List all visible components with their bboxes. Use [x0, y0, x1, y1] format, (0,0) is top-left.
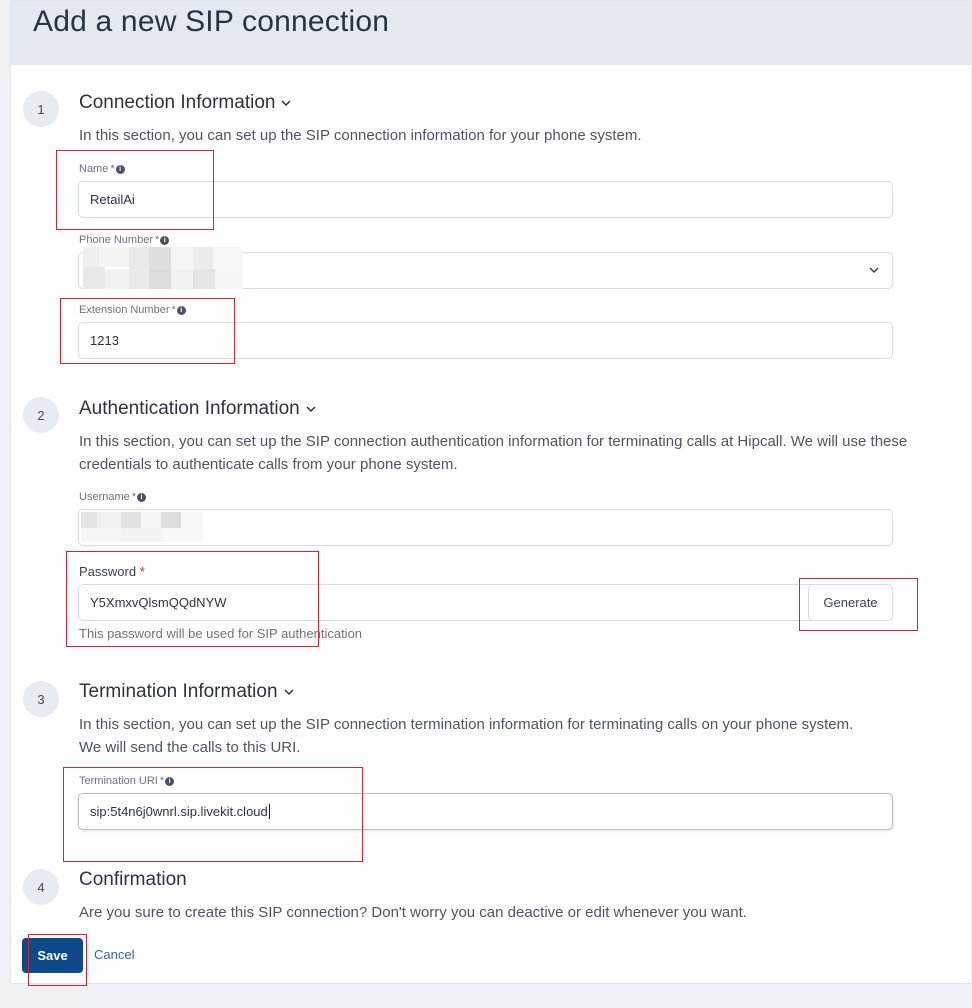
chevron-down-icon[interactable]: [868, 264, 880, 276]
password-input-value: Y5XmxvQlsmQQdNYW: [90, 595, 227, 610]
highlight-box-password: [66, 551, 319, 647]
step-title-label: Termination Information: [79, 681, 278, 702]
highlight-box-name: [56, 150, 214, 230]
highlight-box-save: [28, 934, 87, 986]
step-description-termination: In this section, you can set up the SIP connection termination information for terminating calls on your phone system. We will send the calls to this URI.: [79, 716, 854, 756]
step-title-label: Confirmation: [79, 869, 187, 890]
redacted-phone-number: [83, 247, 249, 291]
phone-number-label-text: Phone Number: [79, 234, 153, 246]
step-number-2: 2: [23, 397, 59, 433]
info-icon[interactable]: i: [137, 493, 146, 502]
info-icon[interactable]: i: [165, 777, 174, 786]
required-mark: *: [131, 491, 137, 503]
chevron-down-icon: [280, 97, 292, 109]
page-title: Add a new SIP connection: [33, 5, 390, 38]
extension-label-text: Extension Number: [79, 304, 170, 316]
step-description-confirmation: Are you sure to create this SIP connection? Don't worry you can deactive or edit whenever you want.: [79, 904, 747, 921]
step-title-label: Authentication Information: [79, 398, 300, 419]
step-title-confirmation: [79, 869, 187, 891]
step-title-connection[interactable]: [79, 92, 292, 114]
required-mark: *: [110, 163, 115, 175]
step-description-connection: In this section, you can set up the SIP connection information for your phone system.: [79, 127, 642, 144]
chevron-down-icon: [283, 686, 295, 698]
password-hint: This password will be used for SIP authentication: [79, 626, 363, 641]
name-input-value: RetailAi: [90, 192, 135, 207]
generate-password-button[interactable]: Generate: [808, 584, 893, 621]
highlight-box-generate: [799, 578, 918, 631]
name-label-text: Name: [79, 163, 109, 175]
step-number-1: 1: [23, 91, 59, 127]
step-title-label: Connection Information: [79, 92, 276, 113]
extension-input-value: 1213: [90, 333, 119, 348]
highlight-box-termination-uri: [63, 767, 363, 862]
info-icon[interactable]: i: [177, 306, 186, 315]
required-mark: *: [155, 234, 160, 246]
sip-connection-form-page: [10, 0, 972, 984]
phone-number-label: [79, 234, 169, 246]
chevron-down-icon: [305, 403, 317, 415]
cancel-link[interactable]: Cancel: [94, 947, 135, 962]
username-label-text: Username: [79, 491, 130, 503]
required-mark: *: [171, 304, 176, 316]
step-title-termination[interactable]: [79, 681, 295, 703]
step-number-3: 3: [23, 681, 59, 717]
page-header: [11, 1, 972, 65]
info-icon[interactable]: i: [160, 236, 169, 245]
termination-uri-label-text: Termination URI: [79, 775, 158, 787]
info-icon[interactable]: i: [116, 165, 125, 174]
password-label-text: Password: [79, 564, 137, 579]
username-label: [79, 491, 146, 503]
save-button[interactable]: Save: [22, 938, 83, 973]
required-mark: *: [159, 775, 165, 787]
step-title-authentication[interactable]: [79, 398, 317, 420]
required-mark: *: [139, 564, 145, 579]
step-description-authentication: In this section, you can set up the SIP connection authentication information for terminating calls at Hipcall. We will use these credentials to authenticate calls from your phone system.: [79, 433, 908, 473]
step-number-4: 4: [23, 869, 59, 905]
highlight-box-extension: [60, 298, 235, 364]
redacted-username: [81, 512, 205, 542]
termination-uri-value: sip:5t4n6j0wnrl.sip.livekit.cloud: [90, 804, 268, 819]
